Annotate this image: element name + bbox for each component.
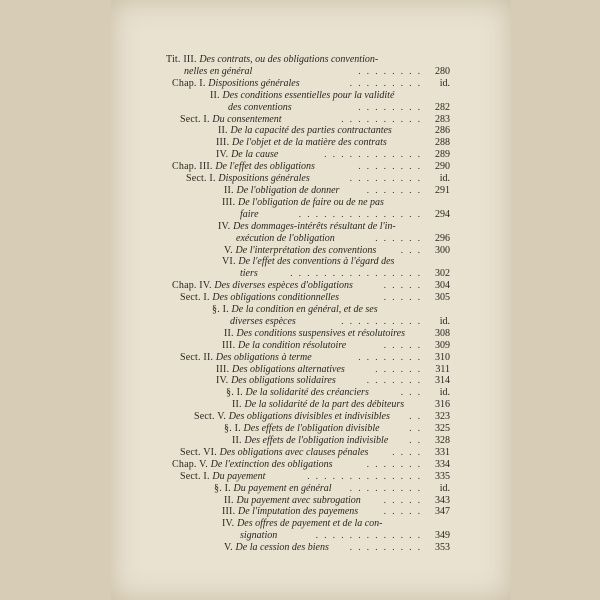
toc-entry bbox=[166, 506, 448, 518]
toc-entry bbox=[166, 161, 448, 173]
toc-entry-title: Des obligations alternatives bbox=[232, 363, 345, 375]
toc-entry bbox=[166, 471, 448, 483]
toc-entry-title: De l'effet des conventions à l'égard des bbox=[238, 256, 395, 268]
leader-dots: . . . . . . . . bbox=[358, 65, 422, 76]
toc-entry bbox=[166, 483, 448, 495]
toc-entry-title: De la cession des biens bbox=[235, 542, 329, 554]
toc-page-number: id. bbox=[439, 173, 450, 185]
toc-page-number: 291 bbox=[435, 184, 450, 196]
leader-dots: . . . . . . . . . . bbox=[341, 315, 422, 326]
toc-entry-number: Sect. I. bbox=[180, 470, 213, 482]
toc-entry bbox=[166, 149, 448, 161]
toc-entry bbox=[166, 280, 448, 292]
toc-page-number: 280 bbox=[435, 65, 450, 77]
toc-entry-title: Des conditions suspensives et résolutoires bbox=[236, 327, 405, 339]
leader-dots: . . . . . bbox=[383, 494, 422, 505]
toc-entry-title: De l'interprétation des conventions bbox=[235, 244, 377, 256]
toc-entry-number: V. bbox=[224, 244, 236, 256]
toc-page-number: 347 bbox=[435, 506, 450, 518]
toc-entry-number: IV. bbox=[218, 220, 234, 232]
toc-entry bbox=[166, 518, 448, 530]
toc-page-number: 304 bbox=[435, 280, 450, 292]
toc-entry bbox=[166, 340, 448, 352]
toc-entry-number: Sect. II. bbox=[180, 351, 216, 363]
toc-entry-title: nelles en général bbox=[184, 65, 253, 77]
toc-entry-title: signation bbox=[240, 530, 278, 542]
toc-page-number: 323 bbox=[435, 411, 450, 423]
toc-entry-number: Chap. V. bbox=[172, 458, 211, 470]
toc-entry-number: Sect. V. bbox=[194, 411, 229, 423]
leader-dots: . . . . . . . bbox=[366, 184, 422, 195]
toc-page-number: id. bbox=[439, 77, 450, 89]
toc-entry bbox=[166, 137, 448, 149]
toc-entry-title: De l'effet des obligations bbox=[215, 161, 315, 173]
leader-dots: . . . . . bbox=[383, 280, 422, 291]
toc-page-number: id. bbox=[439, 387, 450, 399]
leader-dots: . . . . . . . . . . . . . bbox=[315, 530, 422, 541]
leader-dots: . . . . . . . . . bbox=[349, 77, 422, 88]
toc-entry bbox=[166, 304, 448, 316]
toc-entry-title: Des obligations solidaires bbox=[231, 375, 336, 387]
toc-entry-title: Des obligations avec clauses pénales bbox=[219, 446, 369, 458]
toc-entry bbox=[166, 292, 448, 304]
toc-entry-title: De l'obligation de donner bbox=[236, 184, 340, 196]
toc-page-number: 353 bbox=[435, 542, 450, 554]
leader-dots: . . . . . . . . bbox=[358, 101, 422, 112]
toc-entry bbox=[166, 256, 448, 268]
leader-dots: . . . . . . . . bbox=[358, 161, 422, 172]
leader-dots: . . . . . . . . . . bbox=[341, 113, 422, 124]
toc-page-number: 334 bbox=[435, 458, 450, 470]
toc-entry-number: Sect. I. bbox=[180, 292, 213, 304]
toc-entry-title: Des diverses espèces d'obligations bbox=[214, 280, 353, 292]
toc-entry-title: Des contrats, ou des obligations convention- bbox=[199, 54, 379, 65]
leader-dots: . . . . . bbox=[383, 292, 422, 303]
toc-entry-continuation bbox=[166, 268, 448, 280]
toc-entry bbox=[166, 387, 448, 399]
toc-page-number: 290 bbox=[435, 161, 450, 173]
toc-entry-number: Chap. III. bbox=[172, 161, 216, 173]
table-of-contents bbox=[166, 54, 448, 554]
toc-page-number: 349 bbox=[435, 530, 450, 542]
toc-page-number: 328 bbox=[435, 435, 450, 446]
toc-entry bbox=[166, 125, 448, 137]
leader-dots: . . . bbox=[400, 244, 422, 255]
toc-page-number: 309 bbox=[435, 339, 450, 351]
toc-entry-number: Tit. III. bbox=[166, 54, 200, 65]
toc-entry-number: III. bbox=[222, 339, 238, 351]
toc-entry-number: IV. bbox=[216, 149, 232, 161]
toc-page-number: 288 bbox=[435, 137, 450, 149]
toc-entry-title: exécution de l'obligation bbox=[236, 232, 335, 244]
toc-entry bbox=[166, 90, 448, 102]
leader-dots: . . . . . bbox=[383, 339, 422, 350]
toc-page-number: 325 bbox=[435, 423, 450, 435]
toc-page-number: 314 bbox=[435, 375, 450, 387]
toc-entry bbox=[166, 114, 448, 126]
toc-entry-title: faire bbox=[240, 208, 259, 220]
toc-entry-number: II. bbox=[210, 89, 223, 101]
toc-entry-title: De la condition résolutoire bbox=[238, 339, 347, 351]
toc-page-number: 343 bbox=[435, 494, 450, 506]
toc-entry-title: des conventions bbox=[228, 101, 292, 113]
toc-entry-title: Des obligations conditionnelles bbox=[212, 292, 340, 304]
toc-entry-number: III. bbox=[222, 506, 238, 518]
toc-entry-number: §. I. bbox=[212, 304, 232, 316]
toc-entry-number: IV. bbox=[216, 375, 232, 387]
leader-dots: . . bbox=[409, 411, 422, 422]
toc-page-number: 294 bbox=[435, 208, 450, 220]
toc-entry-number: II. bbox=[224, 184, 237, 196]
toc-entry bbox=[166, 423, 448, 435]
leader-dots: . . . . . . . . . . . . bbox=[324, 149, 422, 160]
toc-entry bbox=[166, 245, 448, 257]
toc-entry-continuation bbox=[166, 530, 448, 542]
toc-entry-title: De l'imputation des payemens bbox=[238, 506, 359, 518]
toc-page-number: id. bbox=[439, 315, 450, 327]
toc-entry bbox=[166, 375, 448, 387]
toc-page-number: 310 bbox=[435, 351, 450, 363]
toc-page-number: 289 bbox=[435, 149, 450, 161]
leader-dots: . . . . . . . . . bbox=[349, 542, 422, 553]
leader-dots: . . . . . . . . . bbox=[349, 482, 422, 493]
toc-entry-number: III. bbox=[216, 137, 232, 149]
toc-page-number: 296 bbox=[435, 232, 450, 244]
toc-entry-title: Du payement avec subrogation bbox=[236, 494, 361, 506]
toc-entry-title: De l'extinction des obligations bbox=[210, 458, 333, 470]
toc-entry bbox=[166, 447, 448, 459]
toc-page-number: 331 bbox=[435, 446, 450, 458]
toc-entry bbox=[166, 352, 448, 364]
toc-entry-continuation bbox=[166, 209, 448, 221]
toc-entry-number: III. bbox=[222, 196, 238, 208]
toc-entry-number: II. bbox=[224, 494, 237, 506]
toc-entry-title: De la capacité des parties contractantes bbox=[230, 125, 392, 137]
toc-page-number: 308 bbox=[435, 327, 450, 339]
toc-entry-number: Chap. I. bbox=[172, 77, 209, 89]
toc-page-number: 316 bbox=[435, 399, 450, 411]
toc-entry-continuation bbox=[166, 233, 448, 245]
toc-entry-title: De la cause bbox=[231, 149, 279, 161]
toc-entry bbox=[166, 54, 448, 66]
toc-entry-number: II. bbox=[232, 399, 245, 411]
toc-entry-title: De la condition en général, et de ses bbox=[231, 304, 378, 316]
toc-entry bbox=[166, 173, 448, 185]
toc-entry-title: De l'obligation de faire ou de ne pas bbox=[238, 196, 384, 208]
leader-dots: . . . bbox=[400, 387, 422, 398]
toc-entry bbox=[166, 221, 448, 233]
toc-entry-number: III. bbox=[216, 363, 232, 375]
toc-page-number: 311 bbox=[435, 363, 450, 375]
toc-page-number: 283 bbox=[435, 113, 450, 125]
leader-dots: . . . . . bbox=[383, 506, 422, 517]
toc-entry-title: Dispositions générales bbox=[218, 173, 310, 185]
leader-dots: . . bbox=[409, 423, 422, 434]
toc-entry-continuation bbox=[166, 316, 448, 328]
toc-entry-title: Des conditions essentielles pour la validité bbox=[222, 89, 395, 101]
leader-dots: . . . . . . . . . . . . . . . bbox=[298, 208, 422, 219]
toc-entry-title: Des effets de l'obligation indivisible bbox=[244, 435, 389, 446]
toc-entry-title: tiers bbox=[240, 268, 258, 280]
toc-entry-title: diverses espèces bbox=[230, 315, 296, 327]
leader-dots: . . . . . . . . . . . . . . bbox=[307, 470, 422, 481]
toc-entry-title: Des obligations divisibles et indivisibles bbox=[228, 411, 390, 423]
leader-dots: . . . . . . . bbox=[366, 375, 422, 386]
toc-entry-title: Des dommages-intérêts résultant de l'in- bbox=[233, 220, 396, 232]
toc-entry-number: Sect. VI. bbox=[180, 446, 220, 458]
toc-entry bbox=[166, 459, 448, 471]
toc-entry bbox=[166, 495, 448, 507]
toc-entry bbox=[166, 328, 448, 340]
toc-page-number: 335 bbox=[435, 470, 450, 482]
toc-entry-number: Sect. I. bbox=[186, 173, 219, 185]
toc-entry-number: V. bbox=[224, 542, 236, 554]
toc-entry bbox=[166, 197, 448, 209]
toc-entry-number: §. I. bbox=[226, 387, 246, 399]
toc-entry-title: Du payement bbox=[212, 470, 266, 482]
leader-dots: . . . . . . bbox=[375, 232, 422, 243]
toc-entry bbox=[166, 411, 448, 423]
toc-entry bbox=[166, 542, 448, 554]
toc-page-number: 300 bbox=[435, 244, 450, 256]
toc-entry-continuation bbox=[166, 66, 448, 78]
toc-entry-title: Dispositions générales bbox=[208, 77, 300, 89]
toc-entry bbox=[166, 364, 448, 376]
toc-entry-number: VI. bbox=[222, 256, 239, 268]
toc-entry-title: De la solidarité des créanciers bbox=[245, 387, 369, 399]
toc-entry-title: Des offres de payement et de la con- bbox=[237, 518, 383, 530]
leader-dots: . . . . . . . bbox=[366, 458, 422, 469]
toc-entry-number: §. I. bbox=[224, 423, 244, 435]
toc-entry-number: Sect. I. bbox=[180, 113, 213, 125]
toc-entry-number: II. bbox=[218, 125, 231, 137]
toc-entry-title: De la solidarité de la part des débiteurs bbox=[244, 399, 405, 411]
toc-entry-number: IV. bbox=[222, 518, 238, 530]
leader-dots: . . . . . . bbox=[375, 363, 422, 374]
toc-entry-number: §. I. bbox=[214, 482, 234, 494]
toc-entry-number: II. bbox=[224, 327, 237, 339]
toc-entry bbox=[166, 78, 448, 90]
toc-page-number: 302 bbox=[435, 268, 450, 280]
toc-entry-number: Chap. IV. bbox=[172, 280, 215, 292]
leader-dots: . . . . . . . . bbox=[358, 351, 422, 362]
toc-entry-title: Du consentement bbox=[212, 113, 282, 125]
leader-dots: . . . . . . . . . bbox=[349, 173, 422, 184]
toc-page-number: 282 bbox=[435, 101, 450, 113]
leader-dots: . . . . . . . . . . . . . . . . bbox=[290, 268, 422, 279]
leader-dots: . . bbox=[409, 435, 422, 445]
toc-entry-title: Du payement en général bbox=[233, 482, 332, 494]
toc-page-number: 286 bbox=[435, 125, 450, 137]
toc-page-number: id. bbox=[439, 482, 450, 494]
toc-entry bbox=[166, 185, 448, 197]
toc-entry bbox=[166, 435, 448, 447]
toc-entry-title: Des effets de l'obligation divisible bbox=[243, 423, 380, 435]
toc-page-number: 305 bbox=[435, 292, 450, 304]
toc-entry-continuation bbox=[166, 102, 448, 114]
toc-entry-number: II. bbox=[232, 435, 245, 446]
toc-entry bbox=[166, 399, 448, 411]
leader-dots: . . . . bbox=[392, 446, 422, 457]
toc-entry-title: Des obligations à terme bbox=[215, 351, 312, 363]
toc-entry-title: De l'objet et de la matière des contrats bbox=[232, 137, 387, 149]
